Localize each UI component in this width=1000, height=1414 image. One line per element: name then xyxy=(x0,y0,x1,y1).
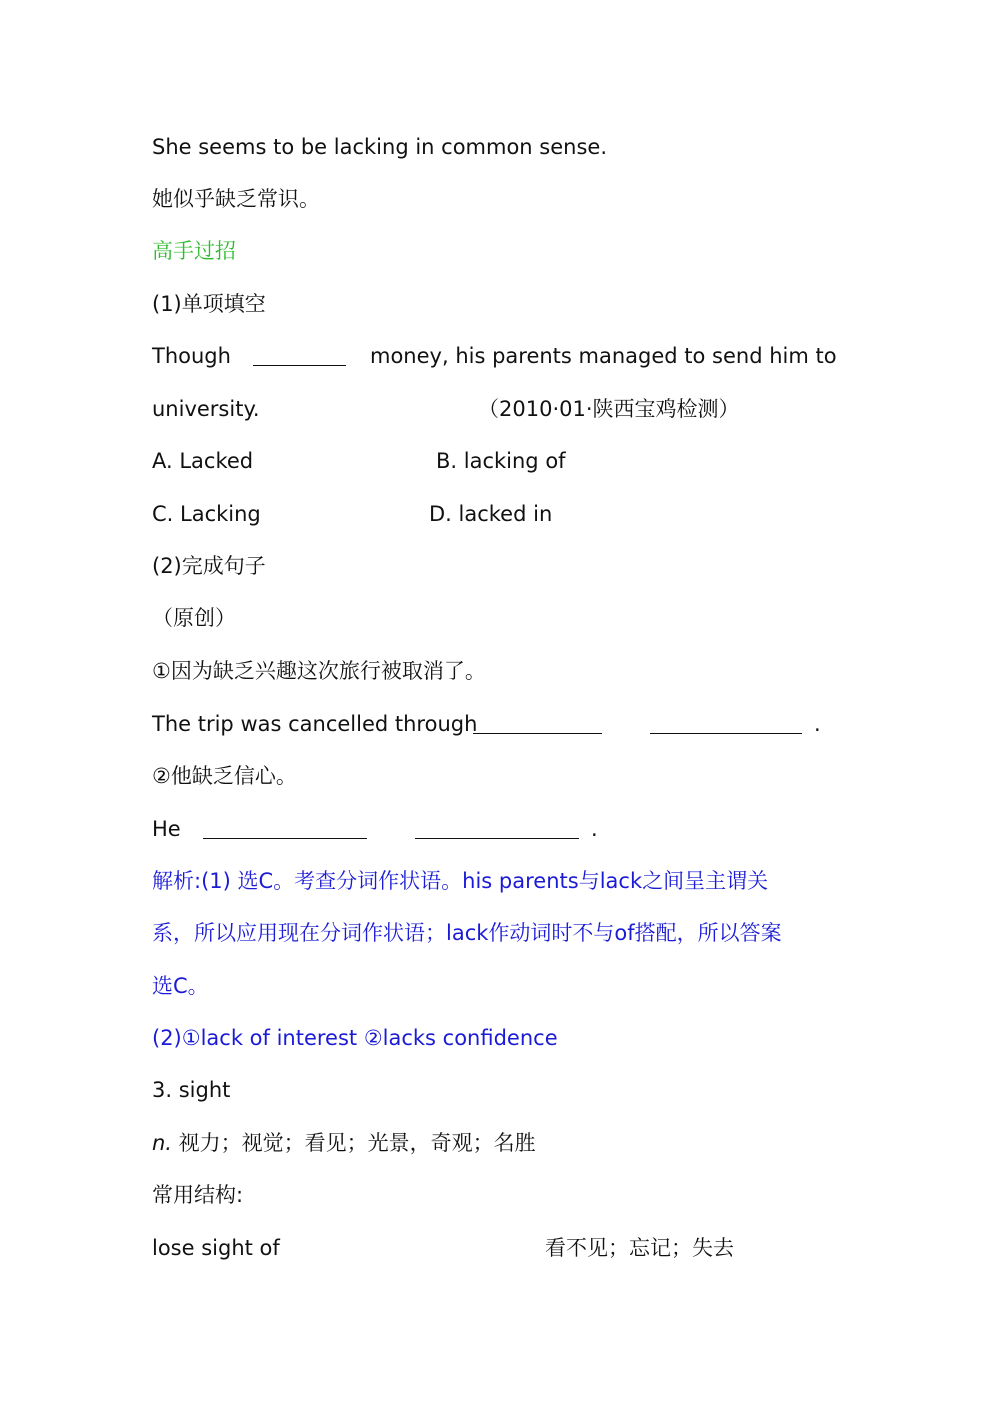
stem-part-1: Though xyxy=(152,344,231,368)
option-c[interactable]: C. Lacking xyxy=(152,502,261,526)
option-a[interactable]: A. Lacked xyxy=(152,449,254,473)
example-sentence-cn: 她似乎缺乏常识。 xyxy=(152,187,320,211)
analysis-line-1: 解析:(1) 选C。考查分词作状语。his parents与lack之间呈主谓关 xyxy=(152,869,769,893)
question-2-item-1-cn: ①因为缺乏兴趣这次旅行被取消了。 xyxy=(152,659,486,683)
word-definition xyxy=(152,1128,536,1158)
question-2-source: （原创） xyxy=(152,606,236,630)
option-b[interactable]: B. lacking of xyxy=(436,449,566,473)
answer-blank-1[interactable] xyxy=(473,711,602,734)
answer-blank[interactable] xyxy=(253,343,346,366)
example-sentence-en: She seems to be lacking in common sense. xyxy=(152,135,607,159)
question-2-item-2-cn: ②他缺乏信心。 xyxy=(152,764,297,788)
phrase-cn: 看不见；忘记；失去 xyxy=(545,1236,734,1260)
answer-blank-3[interactable] xyxy=(203,816,367,839)
item-2-sentence: He xyxy=(152,817,181,841)
question-1-source: （2010·01·陕西宝鸡检测） xyxy=(478,397,740,421)
section-heading: 高手过招 xyxy=(152,239,236,263)
question-2-title: (2)完成句子 xyxy=(152,554,266,578)
word-heading: 3. sight xyxy=(152,1078,231,1102)
structures-label: 常用结构: xyxy=(152,1183,244,1207)
part-of-speech: n. xyxy=(152,1131,172,1155)
item-1-period: . xyxy=(814,712,821,736)
question-1-title: (1)单项填空 xyxy=(152,292,266,316)
phrase-en: lose sight of xyxy=(152,1236,280,1260)
answer-blank-4[interactable] xyxy=(415,816,579,839)
word-meaning: 视力；视觉；看见；光景，奇观；名胜 xyxy=(172,1131,536,1155)
option-d[interactable]: D. lacked in xyxy=(429,502,553,526)
answer-2: (2)①lack of interest ②lacks confidence xyxy=(152,1026,558,1050)
analysis-line-3: 选C。 xyxy=(152,974,209,998)
stem-part-2: money, his parents managed to send him to xyxy=(370,344,837,368)
item-2-period: . xyxy=(591,817,598,841)
answer-blank-2[interactable] xyxy=(650,711,802,734)
stem-line-2: university. xyxy=(152,397,260,421)
item-1-sentence: The trip was cancelled through xyxy=(152,712,478,736)
analysis-line-2: 系，所以应用现在分词作状语；lack作动词时不与of搭配，所以答案 xyxy=(152,921,782,945)
